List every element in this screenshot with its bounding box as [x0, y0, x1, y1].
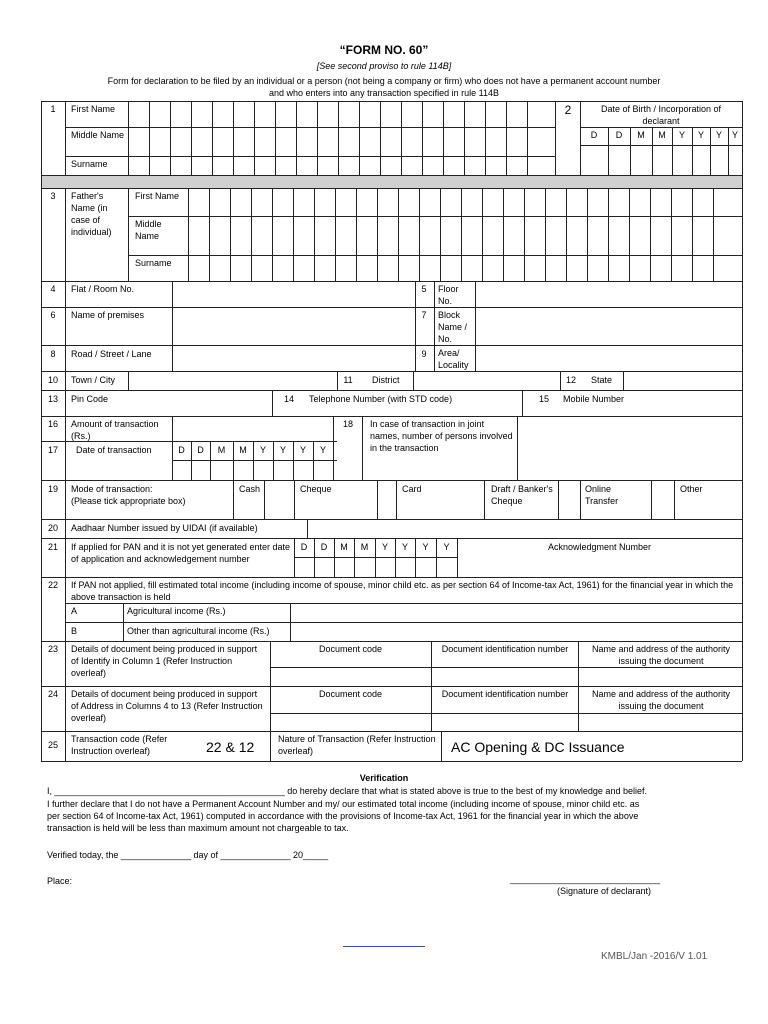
row-number: 25	[47, 740, 58, 750]
first-name-label: First Name	[71, 104, 116, 114]
row-number: 12	[565, 375, 576, 385]
dob-label: Date of Birth / Incorporation of	[600, 104, 722, 114]
pan-date-char-label: M	[360, 542, 369, 552]
other-label: Other	[680, 484, 703, 494]
ack-number-label: Acknowledgment Number	[547, 542, 652, 552]
premises-label: Name of premises	[71, 310, 145, 320]
joint-label: In case of transaction in joint names, number of persons involved in the transaction	[370, 419, 513, 453]
agri-income-input[interactable]	[291, 604, 741, 621]
dob-char-label: D	[615, 130, 623, 140]
father-middle-name-label: Middle Name	[135, 219, 162, 241]
row-number: 23	[47, 644, 58, 654]
txn-date-char-label: Y	[319, 445, 326, 455]
verification-line3: per section 64 of Income-tax Act, 1961) computed in accordance with the provisions of Income-tax Act, 1961 for the financial year in which the above	[47, 811, 639, 821]
doc-id-number-label: Document identification number	[441, 689, 569, 699]
doc-code-label: Document code	[318, 644, 383, 654]
row-number: 13	[47, 394, 58, 404]
txn-code-label: Transaction code (Refer Instruction overleaf)	[71, 734, 168, 756]
row-number: 24	[47, 689, 58, 699]
mobile-label: Mobile Number	[563, 394, 625, 404]
txn-date-label: Date of transaction	[76, 445, 152, 455]
row-number: 6	[50, 310, 56, 320]
row-b-label: B	[71, 626, 78, 636]
row-number: 18	[342, 419, 353, 429]
row-number: 16	[47, 419, 58, 429]
pan-date-char-label: D	[300, 542, 308, 552]
card-checkbox[interactable]	[378, 481, 395, 518]
mode-label-line2: (Please tick appropriate box)	[71, 496, 186, 506]
aadhaar-label: Aadhaar Number issued by UIDAI (if available)	[71, 523, 258, 533]
row-number: 7	[421, 310, 427, 320]
doc-code-label: Document code	[318, 689, 383, 699]
surname-label: Surname	[71, 159, 108, 169]
town-label: Town / City	[71, 375, 116, 385]
pan-applied-label: If applied for PAN and it is not yet generated enter date of application and acknowledgement number	[71, 542, 290, 564]
row-number: 20	[47, 523, 58, 533]
txn-date-char-label: D	[178, 445, 185, 455]
online-label: Online Transfer	[585, 484, 619, 506]
txn-date-char-label: Y	[279, 445, 286, 455]
dob-char-label: M	[637, 130, 645, 140]
cash-checkbox[interactable]	[265, 481, 293, 518]
aadhaar-input[interactable]	[308, 520, 741, 537]
verification-line2: I further declare that I do not have a Permanent Account Number and my/ our estimated total income (including income of spouse, minor child etc. as	[47, 799, 640, 809]
verification-title: Verification	[359, 773, 409, 783]
pin-label: Pin Code	[71, 394, 109, 404]
doc-address-label: Details of document being produced in support of Address in Columns 4 to 13 (Refer Instruction overleaf)	[71, 689, 263, 723]
block-label: Block Name / No.	[438, 310, 468, 344]
row-number: 10	[47, 375, 58, 385]
form-description-line2: and who enters into any transaction specified in rule 114B	[269, 88, 499, 98]
row-number: 21	[47, 542, 58, 552]
txn-date-char-label: Y	[259, 445, 266, 455]
nature-label: Nature of Transaction (Refer Instruction overleaf)	[278, 734, 436, 756]
signature-line: ______________________________	[510, 874, 661, 884]
dob-char-label: Y	[697, 130, 704, 140]
row-number: 14	[283, 394, 294, 404]
dob-label-line2: declarant	[642, 116, 680, 126]
district-label: District	[372, 375, 400, 385]
agri-income-label: Agricultural income (Rs.)	[127, 606, 226, 616]
road-label: Road / Street / Lane	[71, 349, 152, 359]
row-number: 2	[564, 103, 572, 117]
pan-date-char-label: Y	[381, 542, 388, 552]
verification-line1: I, ______________________________________________ do hereby declare that what is stated above is true to the best of my knowledge and belief.	[47, 786, 647, 796]
non-agri-income-label: Other than agricultural income (Rs.)	[127, 626, 270, 636]
area-label: Area/ Locality	[438, 348, 469, 370]
floor-label: Floor No.	[438, 284, 459, 306]
row-number: 19	[47, 484, 58, 494]
dob-char-label: M	[658, 130, 666, 140]
row-number: 11	[343, 375, 353, 385]
fathers-name-label: Father's Name (in case of individual)	[71, 191, 112, 237]
txn-code-value[interactable]: 22 & 12	[206, 739, 255, 755]
cheque-label: Cheque	[300, 484, 332, 494]
cash-label: Cash	[239, 484, 261, 494]
nature-value[interactable]: AC Opening & DC Issuance	[451, 739, 625, 755]
place-label: Place:	[47, 876, 73, 886]
verified-date-line: Verified today, the ______________ day of ______________ 20_____	[47, 850, 329, 860]
draft-label: Draft / Banker's Cheque	[491, 484, 553, 506]
dob-char-label: D	[590, 130, 598, 140]
pan-date-char-label: Y	[443, 542, 450, 552]
non-agri-income-input[interactable]	[291, 623, 741, 640]
form-title: “FORM NO. 60”	[339, 43, 429, 57]
txn-date-char-label: Y	[299, 445, 306, 455]
txn-date-char-label: M	[239, 445, 247, 455]
draft-checkbox[interactable]	[559, 481, 579, 518]
authority-label: Name and address of the authority issuing the document	[591, 644, 731, 666]
row-number: 22	[47, 580, 58, 590]
middle-name-label: Middle Name	[71, 130, 125, 140]
row-number: 15	[538, 394, 549, 404]
doc-id-number-label: Document identification number	[441, 644, 569, 654]
online-checkbox[interactable]	[652, 481, 673, 518]
row-number: 8	[50, 349, 56, 359]
pan-date-char-label: Y	[422, 542, 429, 552]
row-number: 9	[421, 349, 427, 359]
row-a-label: A	[71, 606, 78, 616]
pan-date-char-label: M	[340, 542, 348, 552]
txn-date-char-label: M	[217, 445, 226, 455]
card-label: Card	[402, 484, 422, 494]
blue-underline-link[interactable]	[343, 946, 425, 947]
txn-date-char-label: D	[197, 445, 204, 455]
telephone-label: Telephone Number (with STD code)	[309, 394, 453, 404]
row-number: 5	[421, 284, 427, 294]
dob-char-label: Y	[731, 130, 738, 140]
mode-label: Mode of transaction:	[71, 484, 153, 494]
signature-label: (Signature of declarant)	[557, 886, 652, 896]
dob-char-label: Y	[715, 130, 722, 140]
row-number: 17	[47, 445, 58, 455]
row-number: 4	[50, 284, 56, 294]
form-description-line1: Form for declaration to be filed by an individual or a person (not being a company or firm) who does not have a permanent account number	[107, 76, 661, 86]
father-first-name-label: First Name	[135, 191, 180, 201]
pan-date-char-label: Y	[401, 542, 408, 552]
father-surname-label: Surname	[135, 258, 172, 268]
pan-not-applied-label: If PAN not applied, fill estimated total income (including income of spouse, minor child etc. as per section 64 of Income-tax Act, 1961) for the financial year in which the above transaction is held	[71, 580, 734, 602]
amount-label: Amount of transaction (Rs.)	[71, 419, 159, 441]
verification-line4: transaction is held will be less than maximum amount not chargeable to tax.	[47, 823, 349, 833]
footer-code: KMBL/Jan -2016/V 1.01	[601, 951, 708, 962]
form-subtitle: [See second proviso to rule 114B]	[316, 61, 452, 71]
flat-label: Flat / Room No.	[71, 284, 135, 294]
row-number: 3	[50, 191, 56, 201]
row-number: 1	[50, 104, 56, 114]
doc-identity-label: Details of document being produced in support of Identify in Column 1 (Refer Instruction overleaf)	[71, 644, 258, 678]
state-label: State	[591, 375, 613, 385]
pan-date-char-label: D	[320, 542, 328, 552]
authority-label: Name and address of the authority issuing the document	[591, 689, 731, 711]
dob-char-label: Y	[678, 130, 685, 140]
